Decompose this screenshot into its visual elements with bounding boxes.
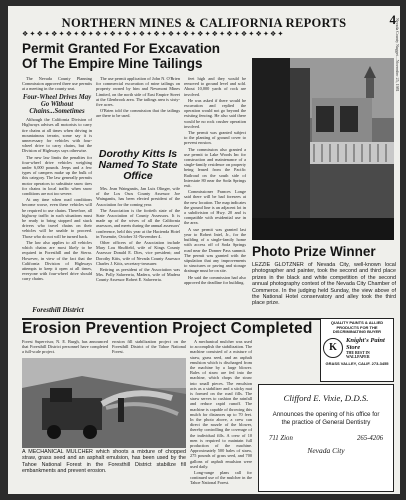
paint-store-sub: THE BEST IN WALLPAPER <box>346 350 370 359</box>
permit-column-1 <box>22 76 92 312</box>
column-paragraph: He said the commission had also approved the deadline for building. <box>184 274 246 285</box>
paint-ad-footer: GRASS VALLEY, CALIF. 273-3455 <box>325 360 389 366</box>
column-paragraph: feet high and they would be removed to ground level and sold. About 10,000 yards of rock are involved. <box>184 76 246 97</box>
newspaper-page <box>8 6 400 494</box>
section-title: NORTHERN MINES & CALIFORNIA REPORTS <box>61 16 347 30</box>
erosion-headline: Erosion Prevention Project Completed <box>22 320 313 337</box>
column-paragraph: Mrs. Jean Wainganits, Jan Luis Olinger, wife of the Los Osos County Assessor Joe Wainganits, has been elected president of the Association for the coming year. <box>96 186 180 207</box>
dentist-address: 711 Zion <box>269 434 293 442</box>
permit-headline <box>22 41 272 71</box>
erosion-intro: Forest Supervisor, N. E. Burgh, has announced that Foresthill District personnel have completed a full-scale project. <box>22 339 108 355</box>
dentist-city: Nevada City <box>307 445 345 455</box>
column-paragraph: Retiring as president of the Association was Mrs. Polly Salaverria, Madera, wife of Madera County Assessor Robert E. Salaverria. <box>96 267 180 283</box>
kitts-column <box>96 186 180 314</box>
ornamental-divider: ❖ ✦ ❖ ✦ ❖ ✦ ❖ ✦ ❖ ✦ ❖ ✦ ❖ ✦ ❖ ✦ ❖ ✦ ❖ ✦ ❖ ✦ ❖ ✦ ❖ ✦ ❖ ✦ ❖ ✦ ❖ ✦ ❖ ✦ ❖ ✦ <box>22 31 283 38</box>
permit-headline-line1: Permit Granted For Excavation <box>22 41 221 56</box>
column-paragraph: The permit was granted subject to the planting of ground cover to prevent erosion. <box>184 130 246 146</box>
national-hotel-photo <box>252 58 394 240</box>
dentist-contact <box>269 435 383 442</box>
column-paragraph: The Nevada County Planning Commission approved three use permits at a meeting in the county seat. <box>22 76 92 92</box>
dentist-announcement: Announces the opening of his office for the practice of General Dentistry <box>272 411 380 426</box>
mulcher-photo-caption: A MECHANICAL MULCHER which shoots a mixture of chopped straw, grass seed and an asphalt emulsion, has been used by the Tahoe National Forest in the Foresthill District stabilize fill embankments and prevent erosion. <box>22 449 186 474</box>
photo-prize-caption: LEZZIE GLOTZNER of Nevada City, well-known local photographer and painter, took the second and third place prizes in the black and white competition of the second annual photography contest of the Nevada City Chamber of Commerce. In the judging held Sunday, the view above of the National Hotel conservatory and alley took the third place prize. <box>252 262 396 307</box>
column-paragraph: He was asked if there would be excavation and replied the operation would not go beyond the existing fencing. He also said there would be no rock crusher operation involved. <box>184 97 246 129</box>
foresthill-district-label: Foresthill District <box>32 306 84 314</box>
column-paragraph: O'Brien told the commission that the tailings are there to be used. <box>96 108 180 119</box>
erosion-column-3 <box>190 339 252 489</box>
column-paragraph: The new law limits the penalties for four-wheel drive vehicles weighing under 6,000 pounds. Jeeps and a few types of campers make up the bulk of this category. The law generally permits motor operators to substitute snow tires for chains in local traffic when snow conditions are not too severe. <box>22 154 92 197</box>
paint-ad-header: QUALITY PAINTS & ALLIED PRODUCTS FOR THE DISCRIMINATING BUYER <box>330 320 384 335</box>
permit-headline-line2: Of The Empire Mine Tailings <box>22 56 203 71</box>
paint-ad-body <box>321 335 393 361</box>
dentist-phone: 265-4206 <box>356 434 383 442</box>
column-paragraph: The Association is the fortieth state of the State Association of County Assessors. It is made up of the wives of all the California assessors, and meets during the annual assessors' conference, held this year at the Hacienda Hotel in Yosemite, October 31-November 4. <box>96 207 180 239</box>
column-paragraph: Long-range plans call for continued use of the mulcher in the Tahoe National Forest. <box>190 470 252 486</box>
paint-store-name: Knight's Paint Store <box>346 336 385 351</box>
erosion-column-2: erosion fill stabilization project on the Foresthill District of the Tahoe National Forest. <box>112 339 186 355</box>
column-paragraph: The use permit application of John N. O'Brien for commercial excavation of mine tailings on property owned by him and Newmont Mines Limited, on the north side of East Empire Street at the Glenbrook area. The tailings area is sixty-five acres. <box>96 76 180 108</box>
column-paragraph: Commissioner Frances Longe said there will be bad foresees at the new location. The map indicates the ground line is an adjacent lot in a subdivision of Hwy. 20 and is compatible with residential use in the area. <box>184 189 246 226</box>
margin-date-text: Nevada County Nugget....November 25, 1981 <box>395 18 400 92</box>
dorothy-kitts-headline: Dorothy Kitts Is Named To State Office <box>98 148 178 182</box>
column-paragraph: Other officers of the Association include Mary Lou Shuffield, wife of Kings County Assessor Donald E. Dies, vice president; and Dorothy Kitts, wife of Nevada County Assessor Charles J. Kitts, secretary-treasurer. <box>96 240 180 266</box>
permit-column-2 <box>96 76 180 148</box>
column-paragraph: A use permit was granted last year to Robert Intel, Jr., for the building of a single-family home with access off of Soda Springs road near the Donner Pass summit. The permit was granted with the stipulation that any improvements to structures or paving and storage drainage must be on site. <box>184 226 246 274</box>
chains-subheadline: Four-Wheel Drives May Go Without Chains...Sometimes <box>22 93 92 116</box>
dentist-name: Clifford E. Vixie, D.D.S. <box>283 393 369 403</box>
column-paragraph: The commission also granted a use permit to Lake Woods Inc for construction and maintenance of a single-family residence on property being leased from the Pacific Railroad on the south side of Interstate 80 near the Soda Springs exit. <box>184 146 246 189</box>
column-paragraph: The law also applies to all vehicles which chains are most likely to be required in Foresthill and the Sierra. However, in view of the fact that the California Division of Highways attempts to keep it open at all times, everyone with four-wheel drive should carry chains. <box>22 239 92 282</box>
column-paragraph: Although the California Division of Highways advises all motorists to carry tire chains at all times when driving in mountainous terrain, some say it is unnecessary for vehicles with four-wheel drive to carry chains, but the Division of Highways says otherwise. <box>22 117 92 154</box>
column-paragraph: A mechanical mulcher was used to accomplish the stabilization. The machine consisted of a mixture of straw, grass seed, and an asphalt emulsion which is discharged from the machine by a large blower. Bales of straw are fed into the machine, which chops the straw into small pieces. The emulsion acts as a stabilizer and a sticky mat is formed on the road fills. The straw serves to cushion the rainfall and reduce rapid runoff. The machine is capable of throwing this mulch for distances up to 70 feet. In the photo above, a crew can direct the nozzle of the blower, thereby controlling the coverage of the individual fills. A crew of 10 men is required to maintain full production of the machine. Approximately 500 bales of straw, 275 pounds of grass seed, and 700 gallons of asphalt emulsion were used daily. <box>190 339 252 469</box>
column-paragraph: At any time when road conditions become worse, even these vehicles will be required to use chains. Therefore, all highway traffic in such situations must be ready to bring stopped and stuck drivers who travel chains on their vehicles will be unable to proceed. Those who do not will be turned back. <box>22 197 92 239</box>
paint-logo: K <box>323 338 343 358</box>
paint-store-ad <box>320 318 394 382</box>
mulcher-photo <box>22 358 186 448</box>
page-number: 4 <box>389 12 396 27</box>
dentist-ad <box>258 384 394 492</box>
photo-prize-headline: Photo Prize Winner <box>252 244 376 259</box>
permit-column-3 <box>184 76 246 312</box>
